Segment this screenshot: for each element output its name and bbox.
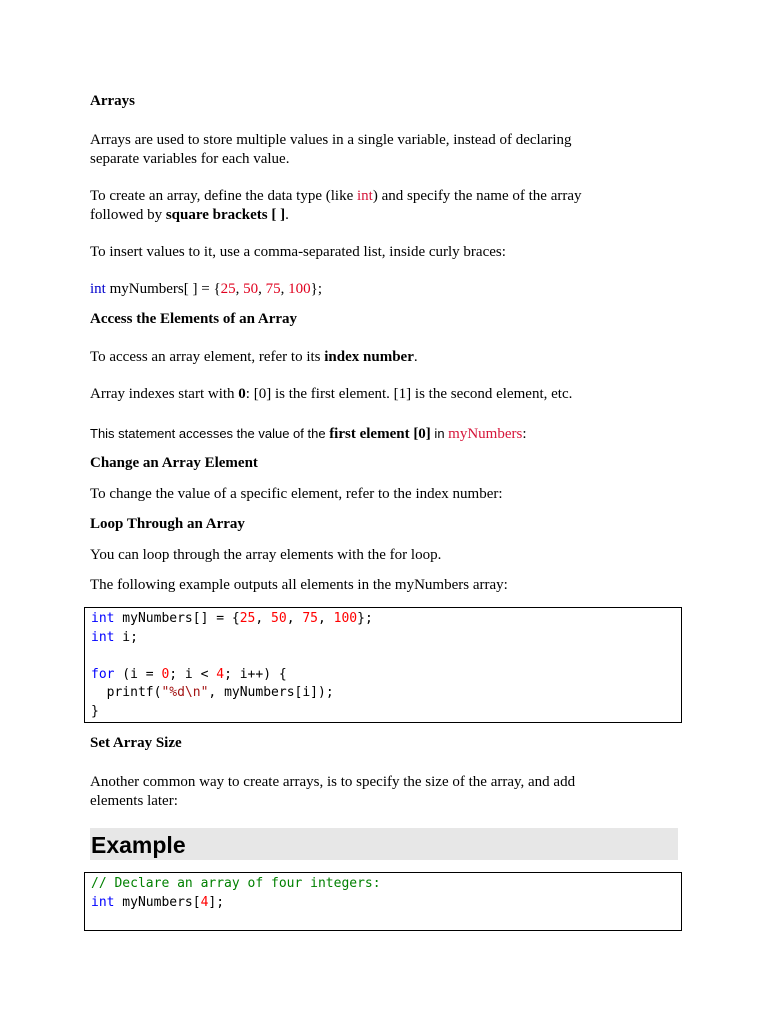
heading-change: Change an Array Element bbox=[90, 455, 258, 471]
decl-sep: , bbox=[280, 281, 289, 297]
text: To access an array element, refer to its bbox=[90, 349, 325, 365]
code-text: printf( bbox=[91, 685, 162, 700]
code-number: 25 bbox=[239, 611, 256, 626]
code-string: "%d\n" bbox=[161, 685, 209, 700]
code-keyword: for bbox=[91, 666, 115, 682]
heading-access: Access the Elements of an Array bbox=[90, 311, 298, 327]
code-number: 50 bbox=[271, 611, 287, 626]
loop-line-1: You can loop through the array elements with the for loop. bbox=[90, 547, 442, 563]
index-number-bold: index number bbox=[324, 349, 414, 365]
code-text: myNumbers[] = { bbox=[114, 611, 240, 626]
first-element-bold: first element [0] bbox=[329, 426, 431, 442]
decl-sep: , bbox=[235, 281, 244, 297]
decl-value: 50 bbox=[243, 281, 259, 297]
code-number: 0 bbox=[161, 666, 170, 682]
text: This statement accesses the value of the bbox=[90, 426, 330, 441]
heading-arrays: Arrays bbox=[90, 93, 135, 109]
code-text: , myNumbers[i]); bbox=[208, 685, 334, 700]
decl-keyword: int bbox=[90, 281, 106, 297]
code-number: 4 bbox=[216, 666, 225, 682]
insert-line: To insert values to it, use a comma-separated list, inside curly braces: bbox=[90, 244, 506, 260]
code-text: ; i < bbox=[169, 666, 217, 682]
code-text: ; i++) { bbox=[224, 666, 287, 682]
create-line-1 bbox=[90, 187, 582, 206]
code-text: i; bbox=[114, 629, 138, 645]
size-line-1: Another common way to create arrays, is to specify the size of the array, and add bbox=[90, 774, 576, 790]
square-brackets-bold: square brackets [ ] bbox=[165, 207, 286, 223]
decl-value: 75 bbox=[265, 281, 281, 297]
mynumbers-highlight: myNumbers bbox=[448, 426, 523, 442]
text: followed by bbox=[90, 207, 166, 223]
heading-size: Set Array Size bbox=[90, 735, 182, 751]
loop-code-block bbox=[84, 607, 682, 723]
code-keyword: int bbox=[91, 894, 115, 910]
loop-line-2: The following example outputs all elements in the myNumbers array: bbox=[90, 577, 508, 593]
code-number: 100 bbox=[333, 611, 358, 626]
code-text: , bbox=[318, 611, 334, 626]
text: ) and specify the name of the array bbox=[372, 188, 582, 204]
code-text: }; bbox=[357, 611, 373, 626]
example-code-block bbox=[84, 872, 682, 931]
heading-loop: Loop Through an Array bbox=[90, 516, 245, 532]
access-line-3 bbox=[90, 424, 527, 444]
code-text: , bbox=[255, 611, 272, 626]
decl-text: myNumbers[ ] = { bbox=[105, 281, 221, 297]
decl-sep: , bbox=[258, 281, 266, 297]
array-declaration bbox=[90, 280, 322, 299]
text: : bbox=[522, 426, 527, 442]
code-text: } bbox=[91, 703, 99, 719]
code-text: ]; bbox=[208, 894, 225, 910]
decl-value: 25 bbox=[220, 281, 236, 297]
access-line-1 bbox=[90, 348, 418, 367]
change-line-1: To change the value of a specific element, refer to the index number: bbox=[90, 486, 503, 502]
text: in bbox=[430, 426, 449, 441]
text: Array indexes start with bbox=[90, 386, 239, 402]
size-line-2: elements later: bbox=[90, 793, 178, 809]
text: : [0] is the first element. [1] is the second element, etc. bbox=[245, 386, 573, 402]
example-title: Example bbox=[91, 832, 186, 858]
code-text: myNumbers[ bbox=[114, 894, 201, 910]
code-comment: // Declare an array of four integers: bbox=[91, 876, 381, 891]
create-line-2 bbox=[90, 206, 289, 225]
code-text: , bbox=[286, 611, 303, 626]
text: . bbox=[413, 349, 418, 365]
zero-bold: 0 bbox=[238, 386, 246, 402]
code-keyword: int bbox=[91, 629, 115, 645]
access-line-2 bbox=[90, 385, 572, 404]
text: . bbox=[285, 207, 289, 223]
decl-value: 100 bbox=[288, 281, 311, 297]
code-text: (i = bbox=[114, 666, 162, 682]
decl-text: }; bbox=[310, 281, 323, 297]
intro-line-2: separate variables for each value. bbox=[90, 151, 290, 167]
code-keyword: int bbox=[91, 611, 115, 626]
int-keyword: int bbox=[357, 188, 373, 204]
text: To create an array, define the data type (like bbox=[90, 188, 357, 204]
intro-line-1: Arrays are used to store multiple values in a single variable, instead of declaring bbox=[90, 132, 572, 148]
code-number: 75 bbox=[302, 611, 318, 626]
code-number: 4 bbox=[200, 894, 209, 910]
